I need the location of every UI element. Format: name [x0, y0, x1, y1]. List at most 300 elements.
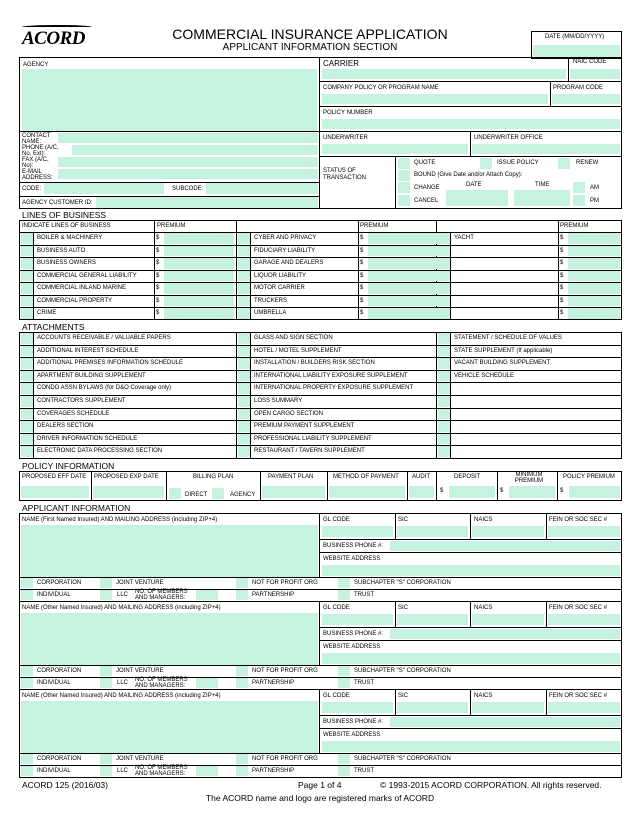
lob-premium-field[interactable] [164, 233, 234, 244]
lob-item-label: BOILER & MACHINERY [37, 235, 103, 241]
partnership-label: PARTNERSHIP [252, 768, 295, 774]
naics-label: NAICS [474, 605, 493, 611]
exp-date-label: PROPOSED EXP DATE [94, 474, 159, 480]
audit-field[interactable] [409, 486, 434, 498]
llc-checkbox[interactable] [100, 590, 112, 600]
attachment-label: ELECTRONIC DATA PROCESSING SECTION [37, 448, 163, 455]
named-insured-field[interactable] [21, 613, 318, 665]
cancel-label: CANCEL [414, 198, 439, 204]
subcode-field[interactable] [206, 183, 318, 194]
lob-premium-field[interactable] [368, 233, 438, 244]
llc-label: LLC [117, 768, 129, 774]
naic-label: NAIC CODE [573, 59, 607, 65]
lob-premium-field[interactable] [568, 308, 620, 319]
attachment-label: HOTEL / MOTEL SUPPLEMENT [254, 347, 342, 354]
attachment-checkbox[interactable] [21, 396, 33, 407]
attachment-checkbox[interactable] [438, 434, 450, 445]
cancel-time-field[interactable] [514, 196, 570, 206]
lob-dollar: $ [360, 310, 364, 316]
lob-checkbox[interactable] [21, 271, 33, 282]
attachment-label: OPEN CARGO SECTION [254, 410, 324, 417]
program-code-label: PROGRAM CODE [553, 85, 604, 91]
attachment-label: INTERNATIONAL PROPERTY EXPOSURE SUPPLEMENT [254, 385, 414, 392]
date-label: DATE (MM/DD/YYYY) [545, 34, 605, 40]
not-for-profit-checkbox[interactable] [236, 754, 248, 764]
attachment-checkbox[interactable] [438, 358, 450, 369]
fein-label: FEIN OR SOC SEC # [549, 605, 608, 611]
fein-label: FEIN OR SOC SEC # [549, 693, 608, 699]
lob-checkbox[interactable] [21, 283, 33, 294]
policy-program-label: COMPANY POLICY OR PROGRAM NAME [323, 85, 439, 91]
lob-checkbox[interactable] [438, 308, 450, 319]
attachment-label: INTERNATIONAL LIABILITY EXPOSURE SUPPLEMENT [254, 372, 408, 379]
lob-premium-field[interactable] [568, 258, 620, 269]
payment-plan-field[interactable] [262, 486, 325, 498]
business-phone-label: BUSINESS PHONE #: [323, 719, 384, 725]
subchapter-s-label: SUBCHAPTER "S" CORPORATION [354, 668, 451, 674]
customer-id-label: AGENCY CUSTOMER ID: [22, 200, 93, 206]
trust-checkbox[interactable] [338, 678, 350, 688]
lob-checkbox[interactable] [238, 246, 250, 257]
lob-title: LINES OF BUSINESS [22, 210, 107, 220]
not-for-profit-checkbox[interactable] [236, 666, 248, 676]
members-field[interactable] [196, 766, 218, 776]
method-label: METHOD OF PAYMENT [333, 474, 399, 480]
form-subtitle: APPLICANT INFORMATION SECTION [222, 42, 398, 53]
lob-dollar: $ [560, 272, 564, 279]
attachment-checkbox[interactable] [238, 358, 250, 369]
agency-label: AGENCY [23, 62, 49, 68]
named-insured-label: NAME (Other Named Insured) AND MAILING ADDRESS (including ZIP+4) [22, 693, 221, 699]
members-label: NO. OF MEMBERS AND MANAGERS: [135, 765, 188, 777]
attachment-checkbox[interactable] [438, 396, 450, 407]
trust-label: TRUST [354, 680, 374, 686]
attachment-label: VACANT BUILDING SUPPLEMENT [454, 360, 551, 367]
lob-checkbox[interactable] [238, 233, 250, 244]
attachment-checkbox[interactable] [21, 446, 33, 457]
lob-dollar: $ [156, 285, 160, 291]
policy-premium-label: POLICY PREMIUM [563, 474, 615, 480]
form-number: ACORD 125 (2016/03) [22, 780, 108, 790]
lob-item-label: BUSINESS AUTO [37, 247, 86, 254]
underwriter-field[interactable] [322, 144, 468, 154]
trust-label: TRUST [354, 592, 374, 598]
change-label: CHANGE [414, 185, 440, 191]
llc-label: LLC [117, 592, 129, 598]
lob-checkbox[interactable] [21, 258, 33, 269]
lob-checkbox[interactable] [21, 233, 33, 244]
joint-venture-checkbox[interactable] [100, 666, 112, 676]
not-for-profit-checkbox[interactable] [236, 578, 248, 588]
sic-label: SIC [398, 517, 409, 523]
lob-dollar: $ [360, 272, 364, 279]
attachment-label: ADDITIONAL PREMISES INFORMATION SCHEDULE [37, 360, 184, 367]
lob-dollar: $ [560, 285, 564, 291]
attachment-label: INSTALLATION / BUILDERS RISK SECTION [254, 360, 375, 367]
partnership-checkbox[interactable] [236, 678, 248, 688]
corporation-label: CORPORATION [37, 668, 82, 674]
direct-label: DIRECT [185, 492, 208, 498]
lob-item-label: FIDUCIARY LIABILITY [254, 247, 316, 254]
attachment-checkbox[interactable] [238, 409, 250, 420]
cancel-date-field[interactable] [446, 196, 508, 206]
joint-venture-label: JOINT VENTURE [116, 668, 164, 674]
individual-label: INDIVIDUAL [37, 768, 71, 774]
attachment-checkbox[interactable] [238, 346, 250, 357]
llc-checkbox[interactable] [100, 678, 112, 688]
eff-date-label: PROPOSED EFF DATE [22, 474, 87, 480]
corporation-checkbox[interactable] [21, 666, 33, 676]
subchapter-s-checkbox[interactable] [338, 578, 350, 588]
subchapter-s-checkbox[interactable] [338, 754, 350, 764]
fax-label: FAX (A/C, No): [22, 157, 49, 169]
exp-date-field[interactable] [93, 486, 164, 498]
lob-checkbox[interactable] [21, 308, 33, 319]
time-col-label: TIME [535, 182, 550, 188]
attachment-label: RESTAURANT / TAVERN SUPPLEMENT [254, 448, 365, 455]
naics-label: NAICS [474, 693, 493, 699]
carrier-field[interactable] [322, 69, 566, 79]
named-insured-field[interactable] [21, 701, 318, 753]
joint-venture-checkbox[interactable] [100, 578, 112, 588]
subcode-label: SUBCODE: [172, 186, 204, 192]
attachment-label: ACCOUNTS RECEIVABLE / VALUABLE PAPERS [37, 335, 171, 341]
policy-premium-dollar: $ [560, 488, 564, 494]
attachment-checkbox[interactable] [438, 409, 450, 420]
joint-venture-label: JOINT VENTURE [116, 756, 164, 762]
lob-premium-field[interactable] [568, 283, 620, 294]
payment-plan-label: PAYMENT PLAN [268, 474, 314, 480]
lob-checkbox[interactable] [438, 233, 450, 244]
lob-checkbox[interactable] [438, 271, 450, 282]
website-label: WEBSITE ADDRESS [323, 644, 381, 650]
not-for-profit-label: NOT FOR PROFIT ORG [252, 580, 318, 586]
attachment-checkbox[interactable] [238, 383, 250, 394]
lob-premium-field[interactable] [368, 283, 438, 294]
attachment-checkbox[interactable] [21, 371, 33, 382]
form-title: COMMERCIAL INSURANCE APPLICATION [172, 26, 448, 42]
phone-label: PHONE (A/C, No, Ext): [22, 145, 59, 157]
individual-label: INDIVIDUAL [37, 592, 71, 598]
members-label: NO. OF MEMBERS AND MANAGERS: [135, 589, 188, 601]
lob-premium-field[interactable] [164, 271, 234, 282]
website-label: WEBSITE ADDRESS [323, 556, 381, 562]
lob-item-label: TRUCKERS [254, 297, 288, 304]
members-field[interactable] [196, 590, 218, 600]
individual-checkbox[interactable] [21, 678, 33, 688]
attachment-checkbox[interactable] [438, 383, 450, 394]
lob-dollar: $ [560, 235, 564, 241]
code-field[interactable] [44, 183, 164, 194]
naics-field[interactable] [472, 702, 544, 713]
attachment-checkbox[interactable] [438, 346, 450, 357]
code-label: CODE: [22, 186, 42, 192]
lob-dollar: $ [560, 310, 564, 316]
attachment-checkbox[interactable] [238, 421, 250, 432]
email-field[interactable] [58, 169, 318, 179]
policy-number-label: POLICY NUMBER [323, 110, 373, 116]
lob-premium-field[interactable] [164, 258, 234, 269]
attachment-label: PREMIUM PAYMENT SUPPLEMENT [254, 423, 355, 430]
uw-office-field[interactable] [472, 144, 620, 154]
corporation-checkbox[interactable] [21, 754, 33, 764]
attachment-checkbox[interactable] [21, 409, 33, 420]
partnership-checkbox[interactable] [236, 766, 248, 776]
gl-code-field[interactable] [322, 702, 393, 713]
website-label: WEBSITE ADDRESS [323, 732, 381, 738]
policy-premium-field[interactable] [569, 486, 620, 498]
eff-date-field[interactable] [21, 486, 89, 498]
method-field[interactable] [329, 486, 405, 498]
gl-code-field[interactable] [322, 526, 393, 537]
contact-label: CONTACT NAME: [22, 133, 51, 145]
issue-checkbox[interactable] [480, 158, 492, 169]
attachments-title: ATTACHMENTS [22, 322, 85, 332]
lob-item-label: COMMERCIAL PROPERTY [37, 297, 113, 304]
naics-field[interactable] [472, 526, 544, 537]
lob-item-label: YACHT [454, 235, 474, 241]
lob-premium-field[interactable] [368, 308, 438, 319]
lob-dollar: $ [360, 247, 364, 254]
lob-checkbox[interactable] [438, 283, 450, 294]
named-insured-label: NAME (Other Named Insured) AND MAILING ADDRESS (including ZIP+4) [22, 605, 221, 611]
lob-premium-field[interactable] [164, 308, 234, 319]
attachment-checkbox[interactable] [21, 434, 33, 445]
subchapter-s-label: SUBCHAPTER "S" CORPORATION [354, 580, 451, 586]
attachment-checkbox[interactable] [21, 421, 33, 432]
attachment-checkbox[interactable] [21, 346, 33, 357]
lob-dollar: $ [156, 260, 160, 266]
lob-dollar: $ [360, 297, 364, 304]
min-premium-dollar: $ [500, 488, 504, 494]
pm-checkbox[interactable] [573, 195, 585, 206]
naics-field[interactable] [472, 614, 544, 625]
deposit-field[interactable] [449, 486, 495, 498]
page-number: Page 1 of 4 [298, 780, 342, 790]
sic-label: SIC [398, 605, 409, 611]
not-for-profit-label: NOT FOR PROFIT ORG [252, 668, 318, 674]
lob-item-label: GARAGE AND DEALERS [254, 260, 324, 266]
logo-swoosh [22, 25, 92, 29]
lob-checkbox[interactable] [238, 271, 250, 282]
lob-dollar: $ [360, 235, 364, 241]
attachment-checkbox[interactable] [438, 421, 450, 432]
lob-checkbox[interactable] [21, 246, 33, 257]
attachment-checkbox[interactable] [21, 383, 33, 394]
trust-checkbox[interactable] [338, 766, 350, 776]
direct-checkbox[interactable] [169, 488, 181, 499]
lob-premium-3: PREMIUM [560, 223, 589, 229]
quote-checkbox[interactable] [398, 158, 410, 169]
deposit-label: DEPOSIT [454, 474, 481, 480]
fein-field[interactable] [548, 702, 620, 713]
attachment-label: CONDO ASSN BYLAWS (for D&O Coverage only) [37, 385, 172, 392]
renew-checkbox[interactable] [558, 158, 570, 169]
lob-dollar: $ [156, 272, 160, 279]
named-insured-label: NAME (First Named Insured) AND MAILING ADDRESS (including ZIP+4) [22, 517, 218, 523]
am-checkbox[interactable] [573, 182, 585, 193]
attachment-checkbox[interactable] [238, 371, 250, 382]
carrier-label: CARRIER [323, 59, 360, 68]
contact-field[interactable] [58, 133, 318, 143]
policy-number-field[interactable] [322, 119, 620, 129]
attachment-checkbox[interactable] [438, 446, 450, 457]
lob-premium-field[interactable] [568, 246, 620, 257]
corporation-checkbox[interactable] [21, 578, 33, 588]
program-code-field[interactable] [552, 94, 620, 104]
bound-label: BOUND (Give Date and/or Attach Copy): [414, 172, 523, 178]
lob-premium-2: PREMIUM [360, 223, 389, 229]
fein-label: FEIN OR SOC SEC # [549, 517, 608, 523]
fein-field[interactable] [548, 614, 620, 625]
business-phone-label: BUSINESS PHONE #: [323, 631, 384, 637]
date-field[interactable] [533, 45, 620, 57]
named-insured-field[interactable] [21, 525, 318, 577]
sic-field[interactable] [397, 614, 468, 625]
sic-field[interactable] [397, 702, 468, 713]
lob-checkbox[interactable] [238, 283, 250, 294]
min-premium-field[interactable] [509, 486, 555, 498]
acord-logo: ACORD [22, 28, 85, 49]
llc-checkbox[interactable] [100, 766, 112, 776]
gl-code-label: GL CODE [323, 693, 350, 699]
trust-label: TRUST [354, 768, 374, 774]
business-phone-label: BUSINESS PHONE #: [323, 543, 384, 549]
date-col-label: DATE [466, 182, 482, 188]
am-label: AM [590, 185, 599, 191]
lob-checkbox[interactable] [238, 258, 250, 269]
lob-checkbox[interactable] [21, 296, 33, 307]
attachment-checkbox[interactable] [438, 371, 450, 382]
lob-premium-field[interactable] [568, 233, 620, 244]
lob-premium-field[interactable] [164, 283, 234, 294]
fein-field[interactable] [548, 526, 620, 537]
attachment-checkbox[interactable] [438, 333, 450, 344]
attachment-checkbox[interactable] [238, 434, 250, 445]
lob-checkbox[interactable] [438, 246, 450, 257]
lob-premium-field[interactable] [568, 271, 620, 282]
business-phone-field[interactable] [390, 541, 620, 551]
bound-checkbox[interactable] [398, 170, 410, 181]
subchapter-s-label: SUBCHAPTER "S" CORPORATION [354, 756, 451, 762]
attachment-label: LOSS SUMMARY [254, 398, 303, 404]
sic-field[interactable] [397, 526, 468, 537]
agency-field[interactable] [22, 69, 317, 131]
audit-label: AUDIT [412, 474, 430, 480]
website-field[interactable] [322, 653, 620, 664]
website-field[interactable] [322, 565, 620, 576]
policy-program-field[interactable] [322, 94, 548, 104]
issue-label: ISSUE POLICY [497, 160, 539, 166]
attachment-checkbox[interactable] [238, 333, 250, 344]
not-for-profit-label: NOT FOR PROFIT ORG [252, 756, 318, 762]
trust-checkbox[interactable] [338, 590, 350, 600]
lob-checkbox[interactable] [438, 258, 450, 269]
lob-checkbox[interactable] [238, 308, 250, 319]
lob-checkbox[interactable] [438, 296, 450, 307]
agency-bill-checkbox[interactable] [212, 488, 224, 499]
lob-item-label: MOTOR CARRIER [254, 285, 305, 291]
trademark-notice: The ACORD name and logo are registered marks of ACORD [205, 793, 435, 803]
joint-venture-checkbox[interactable] [100, 754, 112, 764]
copyright: © 1993-2015 ACORD CORPORATION. All rights reserved. [380, 780, 602, 790]
attachment-label: CONTRACTORS SUPPLEMENT [37, 398, 126, 404]
status-label: STATUS OF TRANSACTION [323, 168, 367, 181]
cancel-checkbox[interactable] [398, 195, 410, 206]
lob-premium-field[interactable] [568, 296, 620, 307]
attachment-checkbox[interactable] [21, 358, 33, 369]
lob-premium-field[interactable] [368, 258, 438, 269]
lob-item-label: CRIME [37, 310, 57, 316]
policy-info-title: POLICY INFORMATION [22, 461, 115, 471]
fax-field[interactable] [58, 157, 318, 167]
lob-indicate-label: INDICATE LINES OF BUSINESS [22, 223, 111, 229]
attachment-checkbox[interactable] [238, 396, 250, 407]
partnership-checkbox[interactable] [236, 590, 248, 600]
pm-label: PM [590, 198, 599, 204]
lob-premium-field[interactable] [164, 296, 234, 307]
naics-label: NAICS [474, 517, 493, 523]
email-label: E-MAIL ADDRESS: [22, 169, 53, 181]
underwriter-label: UNDERWRITER [323, 135, 368, 141]
lob-dollar: $ [360, 285, 364, 291]
attachment-label: COVERAGES SCHEDULE [37, 410, 110, 417]
lob-item-label: CYBER AND PRIVACY [254, 235, 317, 241]
gl-code-label: GL CODE [323, 517, 350, 523]
attachment-label: ADDITIONAL INTEREST SCHEDULE [37, 347, 139, 354]
lob-item-label: COMMERCIAL GENERAL LIABILITY [37, 272, 137, 279]
gl-code-field[interactable] [322, 614, 393, 625]
joint-venture-label: JOINT VENTURE [116, 580, 164, 586]
attachment-label: VEHICLE SCHEDULE [454, 372, 515, 379]
lob-premium-field[interactable] [164, 246, 234, 257]
phone-field[interactable] [72, 145, 318, 155]
naic-field[interactable] [570, 69, 620, 79]
lob-dollar: $ [560, 297, 564, 304]
lob-premium-field[interactable] [368, 271, 438, 282]
individual-checkbox[interactable] [21, 766, 33, 776]
lob-dollar: $ [156, 297, 160, 304]
business-phone-field[interactable] [390, 717, 620, 727]
deposit-dollar: $ [440, 488, 444, 494]
lob-premium-field[interactable] [368, 296, 438, 307]
min-premium-label: MINIMUM PREMIUM [514, 472, 544, 484]
attachment-label: DRIVER INFORMATION SCHEDULE [37, 435, 138, 442]
website-field[interactable] [322, 741, 620, 752]
individual-checkbox[interactable] [21, 590, 33, 600]
gl-code-label: GL CODE [323, 605, 350, 611]
subchapter-s-checkbox[interactable] [338, 666, 350, 676]
attachment-label: DEALERS SECTION [37, 423, 94, 430]
attachment-label: STATEMENT / SCHEDULE OF VALUES [454, 335, 562, 341]
change-checkbox[interactable] [398, 182, 410, 193]
members-field[interactable] [196, 678, 218, 688]
lob-item-label: BUSINESS OWNERS [37, 260, 97, 266]
attachment-checkbox[interactable] [21, 333, 33, 344]
attachment-label: PROFESSIONAL LIABILITY SUPPLEMENT [254, 435, 372, 442]
lob-item-label: COMMERCIAL INLAND MARINE [37, 285, 127, 291]
uw-office-label: UNDERWRITER OFFICE [474, 135, 543, 141]
business-phone-field[interactable] [390, 629, 620, 639]
lob-dollar: $ [560, 260, 564, 266]
agency-bill-label: AGENCY [230, 492, 256, 498]
lob-checkbox[interactable] [238, 296, 250, 307]
corporation-label: CORPORATION [37, 756, 82, 762]
attachment-checkbox[interactable] [238, 446, 250, 457]
lob-premium-field[interactable] [368, 246, 438, 257]
customer-id-field[interactable] [96, 197, 318, 208]
renew-label: RENEW [576, 160, 599, 166]
